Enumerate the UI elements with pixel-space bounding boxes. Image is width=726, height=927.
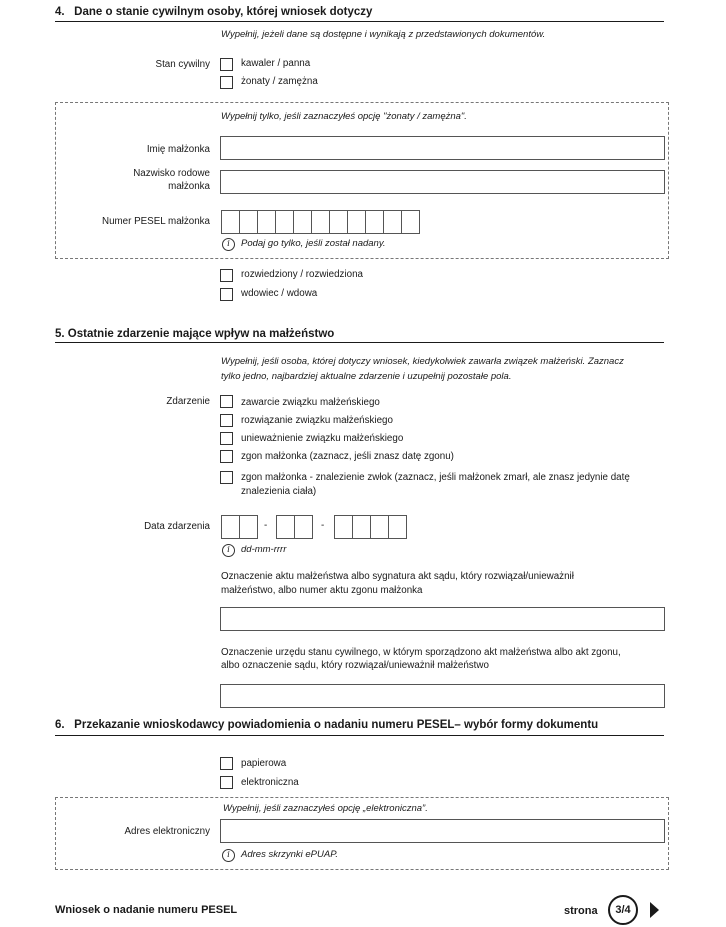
registry-office-field[interactable] (220, 684, 665, 708)
checkbox-rozwiazanie[interactable] (220, 414, 233, 427)
event-zgon-zwloki-label-1: zgon małżonka - znalezienie zwłok (zaznacz, jeśli małżonek zmarł, ale znasz jedynie datę (241, 472, 630, 483)
spouse-box-hint: Wypełnij tylko, jeśli zaznaczyłeś opcję "żonaty / zamężna". (221, 111, 467, 122)
act-label-1: Oznaczenie aktu małżeństwa albo sygnatura akt sądu, który rozwiązał/unieważnił (221, 571, 574, 582)
option-wdowiec-label: wdowiec / wdowa (241, 288, 318, 299)
pesel-digit[interactable] (365, 210, 384, 234)
marriage-act-field[interactable] (220, 607, 665, 631)
date-digit[interactable] (388, 515, 407, 539)
pesel-digit[interactable] (347, 210, 366, 234)
option-rozwiedziony-label: rozwiedziony / rozwiedziona (241, 269, 363, 280)
footer-title: Wniosek o nadanie numeru PESEL (55, 904, 238, 916)
date-separator: - (321, 520, 325, 531)
electronic-address-field[interactable] (220, 819, 665, 843)
section-5-hint-1: Wypełnij, jeśli osoba, której dotyczy wniosek, kiedykolwiek zawarła związek małżeński. Zaznacz (221, 356, 624, 367)
checkbox-rozwiedziony[interactable] (220, 269, 233, 282)
info-icon: i (222, 238, 235, 251)
page-number: 3/4 (608, 895, 638, 925)
next-page-arrow-icon[interactable] (650, 902, 659, 918)
section-6-rule (55, 735, 664, 736)
date-digit[interactable] (370, 515, 389, 539)
option-kawaler-label: kawaler / panna (241, 58, 311, 69)
section-5-title: 5. Ostatnie zdarzenie mające wpływ na małżeństwo (55, 328, 335, 340)
electronic-box-hint: Wypełnij, jeśli zaznaczyłeś opcję „elektroniczna”. (223, 803, 428, 814)
date-digit[interactable] (239, 515, 258, 539)
spouse-pesel-field[interactable] (221, 210, 419, 234)
electronic-address-label: Adres elektroniczny (124, 826, 210, 837)
date-digit[interactable] (221, 515, 240, 539)
date-digit[interactable] (294, 515, 313, 539)
event-date-day[interactable] (221, 515, 257, 539)
checkbox-uniewaznienie[interactable] (220, 432, 233, 445)
event-zawarcie-label: zawarcie związku małżeńskiego (241, 397, 380, 408)
event-date-year[interactable] (334, 515, 406, 539)
spouse-maiden-label-1: Nazwisko rodowe (133, 168, 210, 179)
section-5-hint-2: tylko jedno, najbardziej aktualne zdarzenie i uzupełnij pozostałe pola. (221, 371, 512, 382)
pesel-digit[interactable] (383, 210, 402, 234)
checkbox-zgon-zwloki[interactable] (220, 471, 233, 484)
info-icon: i (222, 849, 235, 862)
info-icon: i (222, 544, 235, 557)
option-elektroniczna-label: elektroniczna (241, 777, 299, 788)
date-digit[interactable] (334, 515, 353, 539)
pesel-digit[interactable] (239, 210, 258, 234)
pesel-digit[interactable] (401, 210, 420, 234)
section-5-rule (55, 342, 664, 343)
event-zgon-label: zgon małżonka (zaznacz, jeśli znasz datę zgonu) (241, 451, 454, 462)
event-date-month[interactable] (276, 515, 312, 539)
checkbox-zgon[interactable] (220, 450, 233, 463)
pesel-digit[interactable] (293, 210, 312, 234)
page-word: strona (564, 905, 598, 917)
spouse-maiden-name-field[interactable] (220, 170, 665, 194)
event-rozwiazanie-label: rozwiązanie związku małżeńskiego (241, 415, 393, 426)
date-digit[interactable] (352, 515, 371, 539)
date-separator: - (264, 520, 268, 531)
section-4-hint: Wypełnij, jeżeli dane są dostępne i wynikają z przedstawionych dokumentów. (221, 29, 546, 40)
office-label-1: Oznaczenie urzędu stanu cywilnego, w którym sporządzono akt małżeństwa albo akt zgonu, (221, 647, 621, 658)
checkbox-elektroniczna[interactable] (220, 776, 233, 789)
checkbox-zonaty[interactable] (220, 76, 233, 89)
checkbox-wdowiec[interactable] (220, 288, 233, 301)
option-papierowa-label: papierowa (241, 758, 287, 769)
spouse-name-label: Imię małżonka (146, 144, 210, 155)
pesel-digit[interactable] (275, 210, 294, 234)
epuap-info-text: Adres skrzynki ePUAP. (241, 849, 338, 860)
pesel-digit[interactable] (221, 210, 240, 234)
pesel-digit[interactable] (329, 210, 348, 234)
section-6-title: 6. Przekazanie wnioskodawcy powiadomienia o nadaniu numeru PESEL– wybór formy dokumentu (55, 719, 599, 731)
spouse-pesel-label: Numer PESEL małżonka (102, 216, 210, 227)
act-label-2: małżeństwo, albo numer aktu zgonu małżonka (221, 585, 423, 596)
event-label: Zdarzenie (166, 396, 210, 407)
marital-status-label: Stan cywilny (155, 59, 210, 70)
checkbox-papierowa[interactable] (220, 757, 233, 770)
spouse-maiden-label-2: małżonka (168, 181, 210, 192)
pesel-info-text: Podaj go tylko, jeśli został nadany. (241, 238, 386, 249)
event-uniewaznienie-label: unieważnienie związku małżeńskiego (241, 433, 404, 444)
event-zgon-zwloki-label-2: znalezienia ciała) (241, 486, 317, 497)
section-4-title: 4. Dane o stanie cywilnym osoby, której wniosek dotyczy (55, 6, 373, 18)
spouse-name-field[interactable] (220, 136, 665, 160)
option-zonaty-label: żonaty / zamężna (241, 76, 318, 87)
checkbox-zawarcie[interactable] (220, 395, 233, 408)
section-4-rule (55, 21, 664, 22)
date-format-hint: dd-mm-rrrr (241, 544, 287, 555)
date-digit[interactable] (276, 515, 295, 539)
pesel-digit[interactable] (257, 210, 276, 234)
checkbox-kawaler[interactable] (220, 58, 233, 71)
event-date-label: Data zdarzenia (144, 521, 210, 532)
pesel-digit[interactable] (311, 210, 330, 234)
office-label-2: albo oznaczenie sądu, który rozwiązał/unieważnił małżeństwo (221, 660, 489, 671)
